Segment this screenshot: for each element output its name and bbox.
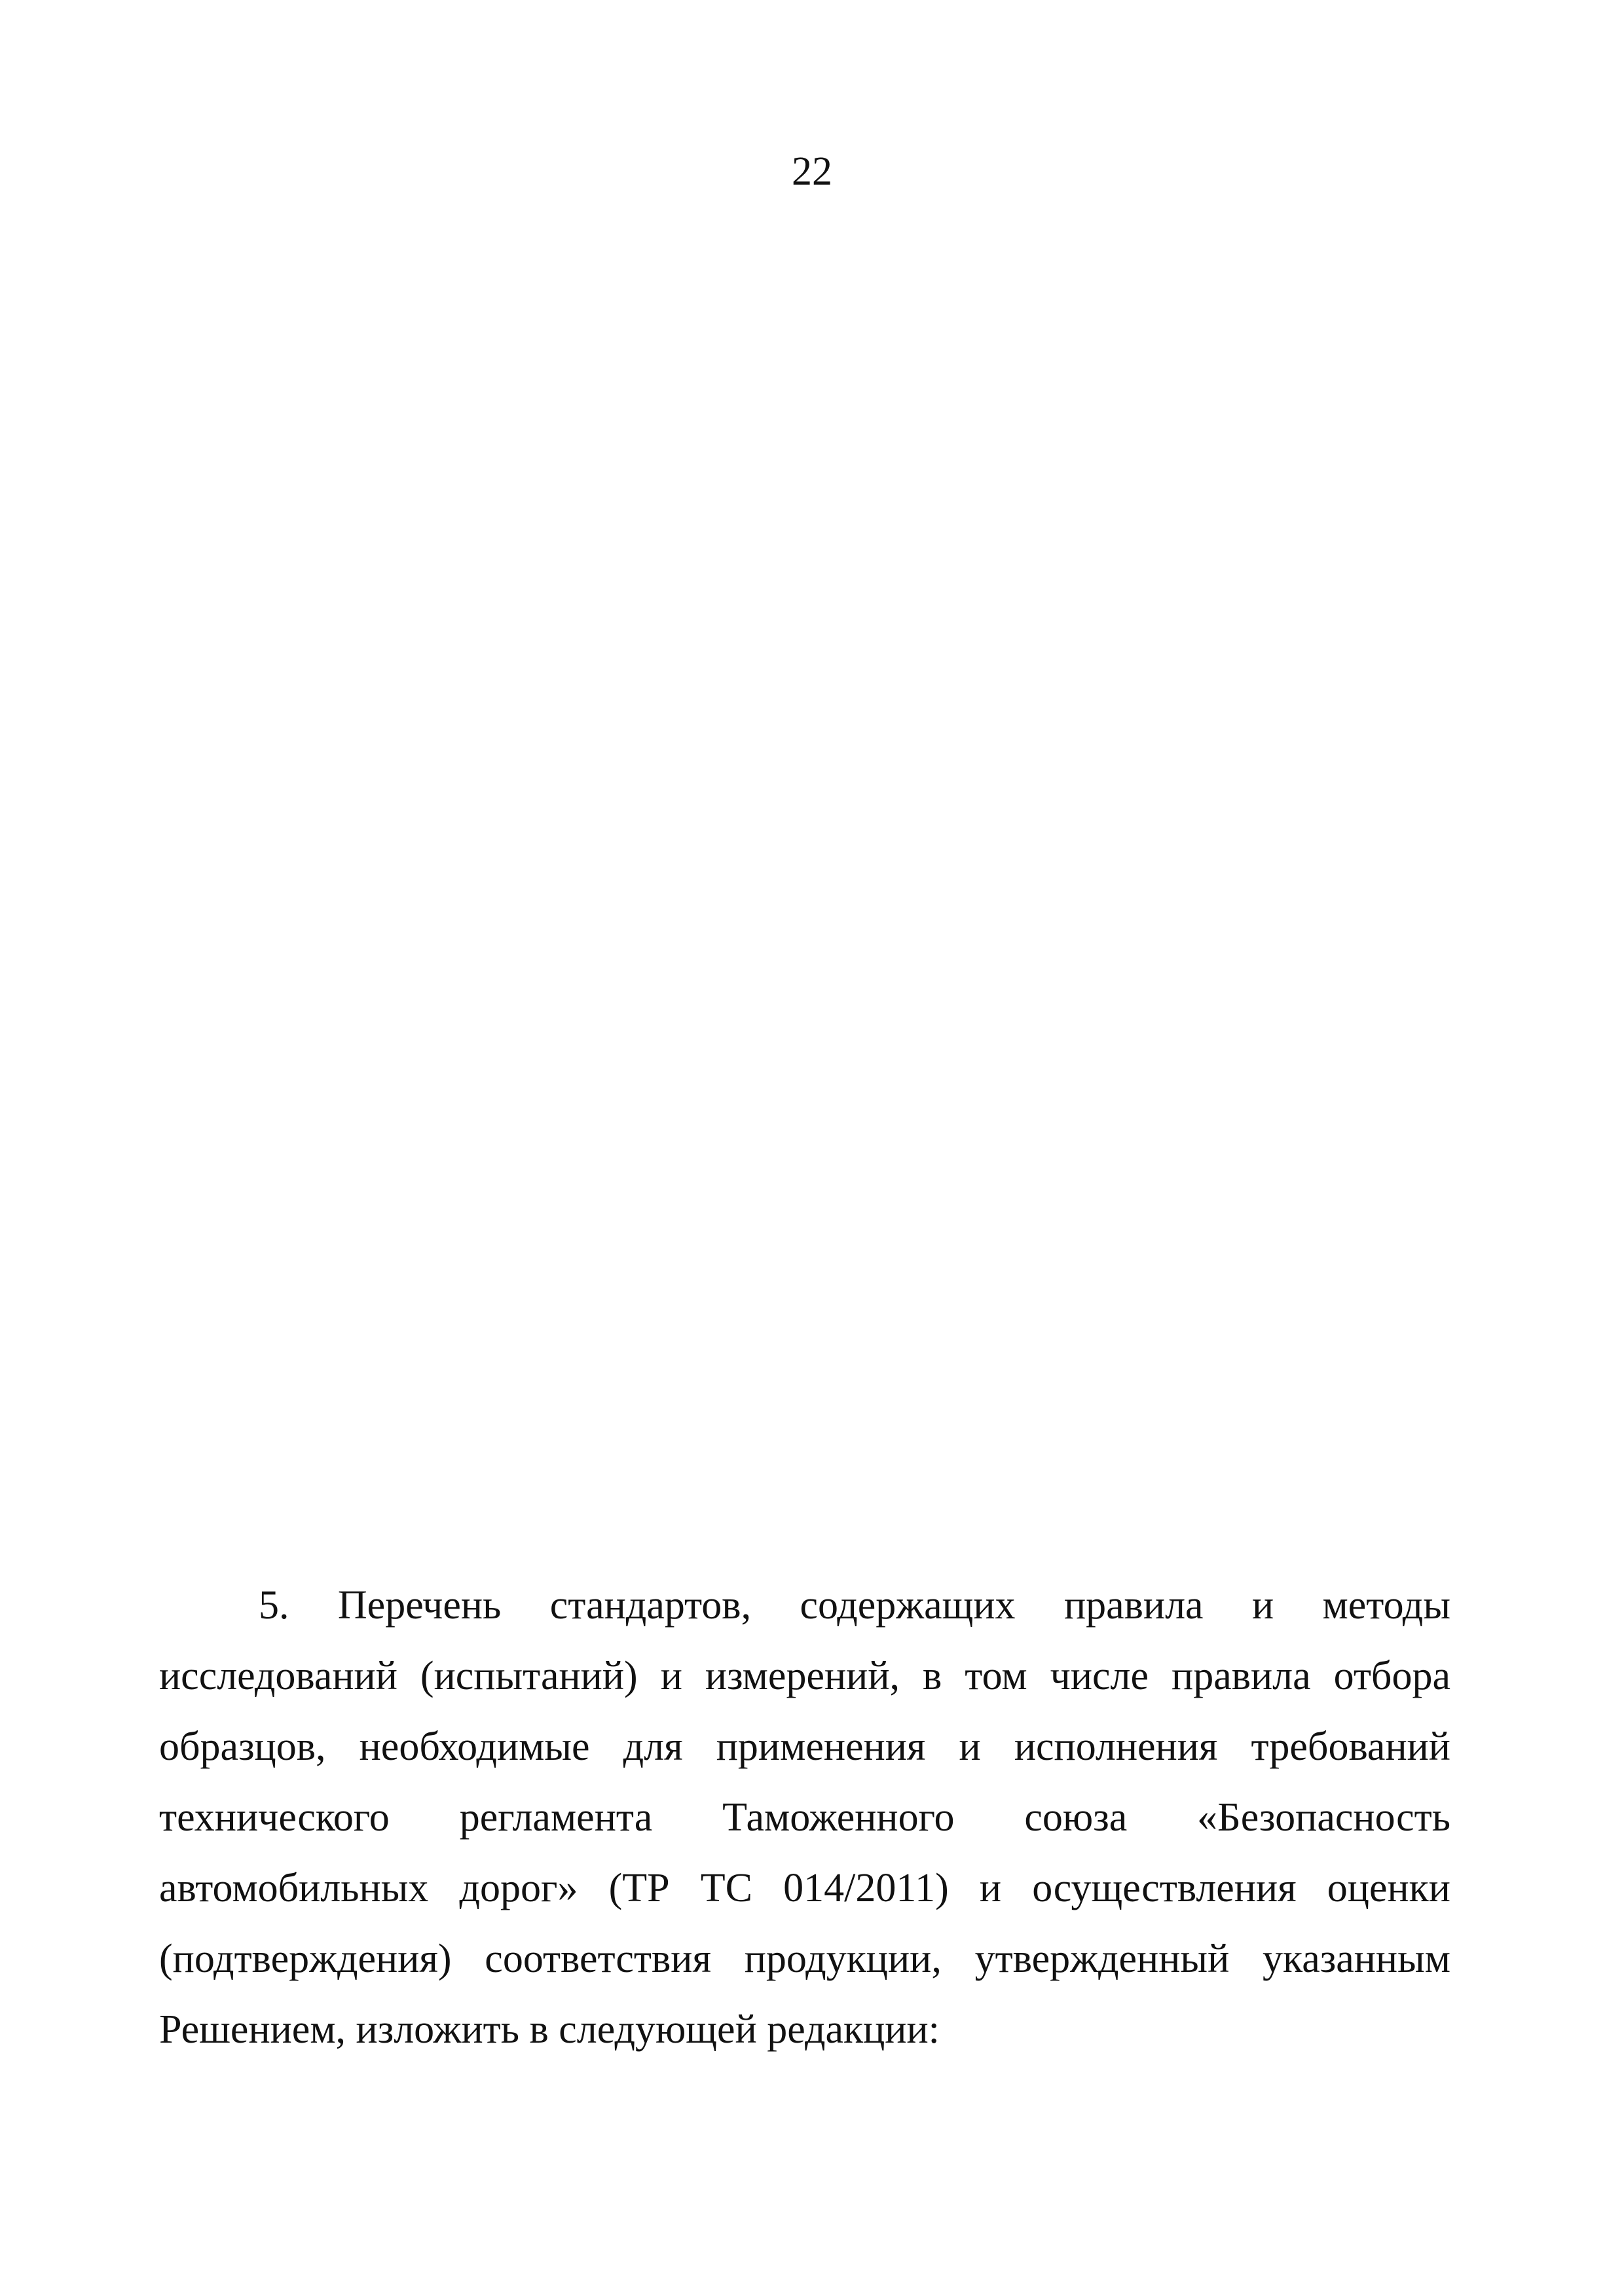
paragraph-line: (подтверждения) соответствия продукции, утвержденный указанным [159, 1937, 1450, 1981]
page-number: 22 [792, 149, 832, 194]
paragraph-line: образцов, необходимые для применения и исполнения требований [159, 1724, 1450, 1769]
paragraph-line: Решением, изложить в следующей редакции: [159, 2007, 940, 2052]
paragraph-line: исследований (испытаний) и измерений, в том числе правила отбора [159, 1654, 1450, 1698]
paragraph-line: технического регламента Таможенного союза «Безопасность [159, 1795, 1450, 1840]
paragraph-line: 5. Перечень стандартов, содержащих правила и методы [259, 1583, 1450, 1628]
body-paragraph [159, 1570, 1450, 2065]
paragraph-line: автомобильных дорог» (ТР ТС 014/2011) и осуществления оценки [159, 1866, 1450, 1910]
